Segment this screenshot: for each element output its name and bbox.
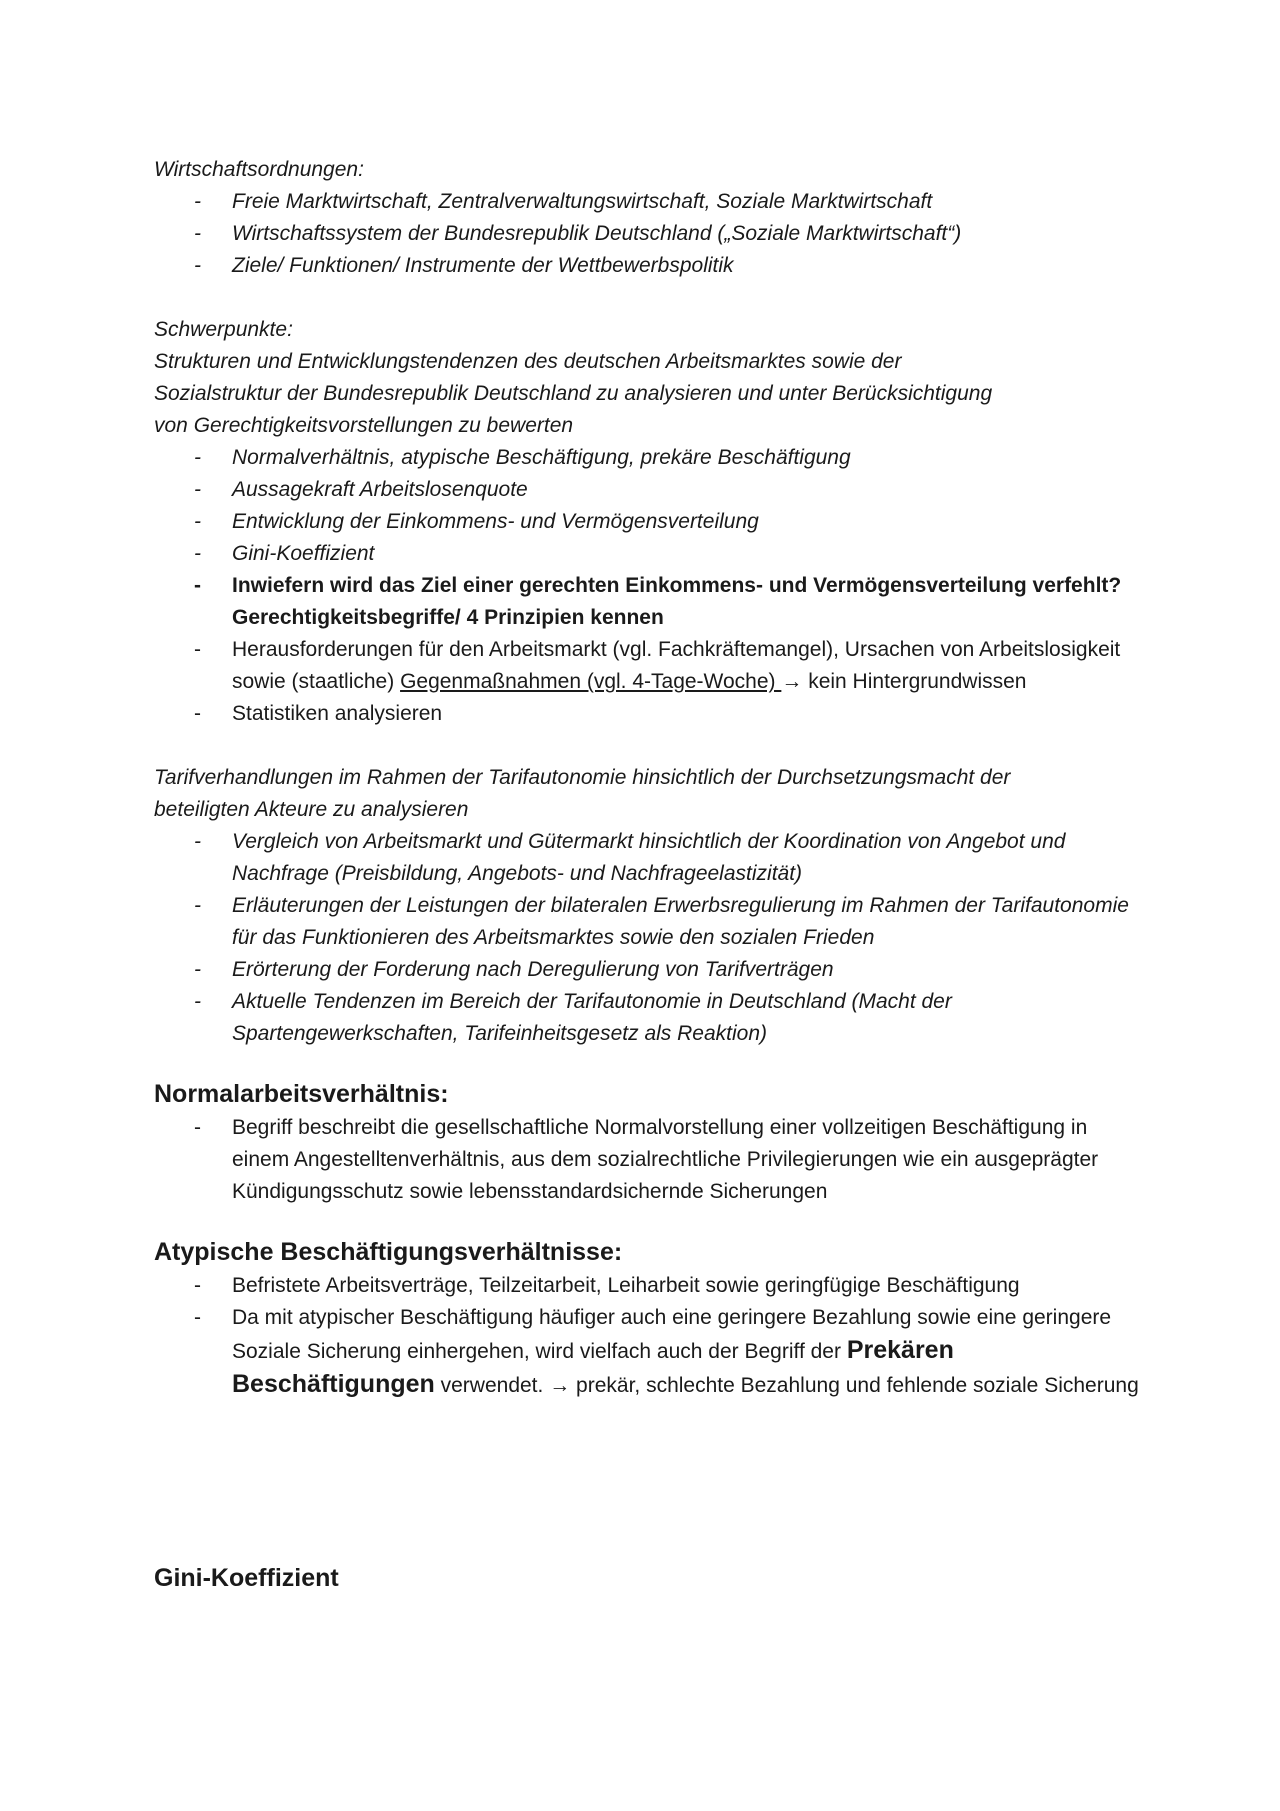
item-text: kein Hintergrundwissen (802, 670, 1027, 693)
schwerpunkte-intro-line: Sozialstruktur der Bundesrepublik Deutschland zu analysieren und unter Berücksichtigung (154, 382, 993, 405)
underlined-text: Gegenmaßnahmen (vgl. 4-Tage-Woche) (400, 670, 782, 693)
bold-term: Prekären Beschäftigungen (232, 1336, 954, 1398)
list-item: - Erörterung der Forderung nach Deregulierung von Tarifverträgen (154, 954, 1144, 986)
list-item: - Gini-Koeffizient (154, 538, 1144, 570)
atypisch-list (154, 1270, 1144, 1402)
list-item: - Normalverhältnis, atypische Beschäftigung, prekäre Beschäftigung (154, 442, 1144, 474)
section-heading-schwerpunkte: Schwerpunkte: (154, 318, 293, 341)
schwerpunkte-intro-line: Strukturen und Entwicklungstendenzen des deutschen Arbeitsmarktes sowie der (154, 350, 902, 373)
list-item: - Aussagekraft Arbeitslosenquote (154, 474, 1144, 506)
tarif-list (154, 826, 1144, 1050)
section-heading-atypische-beschaeftigung: Atypische Beschäftigungsverhältnisse: (154, 1238, 623, 1266)
list-item: - Statistiken analysieren (154, 698, 1144, 730)
section-heading-gini-koeffizient: Gini-Koeffizient (154, 1564, 339, 1592)
list-item: - Begriff beschreibt die gesellschaftliche Normalvorstellung einer vollzeitigen Beschäftigung in einem Angestelltenverhältnis, aus dem sozialrechtliche Privilegierungen wie ein ausgeprägter Kündigungsschutz sowie lebensstandardsichernde Sicherungen (154, 1112, 1144, 1208)
arrow-right-icon: → (549, 1374, 571, 1397)
list-item: - Wirtschaftssystem der Bundesrepublik Deutschland („Soziale Marktwirtschaft“) (154, 218, 1144, 250)
list-item-herausforderungen (154, 634, 1144, 698)
schwerpunkte-list (154, 442, 1144, 730)
tarif-intro-line: Tarifverhandlungen im Rahmen der Tarifautonomie hinsichtlich der Durchsetzungsmacht der (154, 766, 1011, 789)
normal-list (154, 1112, 1144, 1208)
list-item: - Befristete Arbeitsverträge, Teilzeitarbeit, Leiharbeit sowie geringfügige Beschäftigung (154, 1270, 1144, 1302)
section-heading-normalarbeitsverhaeltnis: Normalarbeitsverhältnis: (154, 1080, 449, 1108)
item-text: verwendet. (434, 1374, 550, 1397)
item-text: Herausforderungen für den Arbeitsmarkt (vgl. Fachkräftemangel), Ursachen von Arbeitslosigkeit sowie (staatliche) (232, 638, 1121, 693)
document-page (154, 154, 1144, 1596)
list-item: - Freie Marktwirtschaft, Zentralverwaltungswirtschaft, Soziale Marktwirtschaft (154, 186, 1144, 218)
list-item: - Vergleich von Arbeitsmarkt und Gütermarkt hinsichtlich der Koordination von Angebot und Nachfrage (Preisbildung, Angebots- und Nachfrageelastizität) (154, 826, 1144, 890)
arrow-right-icon: → (781, 670, 803, 693)
list-item: - Entwicklung der Einkommens- und Vermögensverteilung (154, 506, 1144, 538)
section-heading-wirtschaftsordnungen: Wirtschaftsordnungen: (154, 158, 364, 181)
schwerpunkte-intro-line: von Gerechtigkeitsvorstellungen zu bewerten (154, 414, 574, 437)
wirtschaft-list (154, 186, 1144, 282)
tarif-intro-line: beteiligten Akteure zu analysieren (154, 798, 469, 821)
list-item: - Aktuelle Tendenzen im Bereich der Tarifautonomie in Deutschland (Macht der Spartengewerkschaften, Tarifeinheitsgesetz als Reaktion) (154, 986, 1144, 1050)
list-item: - Erläuterungen der Leistungen der bilateralen Erwerbsregulierung im Rahmen der Tarifautonomie für das Funktionieren des Arbeitsmarktes sowie den sozialen Frieden (154, 890, 1144, 954)
list-item-bold: - Inwiefern wird das Ziel einer gerechten Einkommens- und Vermögensverteilung verfehlt? Gerechtigkeitsbegriffe/ 4 Prinzipien kennen (154, 570, 1144, 634)
item-text: prekär, schlechte Bezahlung und fehlende soziale Sicherung (570, 1374, 1139, 1397)
item-text: Da mit atypischer Beschäftigung häufiger auch eine geringere Bezahlung sowie eine geringere Soziale Sicherung einhergehen, wird vielfach auch der Begriff der (232, 1306, 1112, 1363)
list-item: - Ziele/ Funktionen/ Instrumente der Wettbewerbspolitik (154, 250, 1144, 282)
list-item-prekaer (154, 1302, 1144, 1402)
